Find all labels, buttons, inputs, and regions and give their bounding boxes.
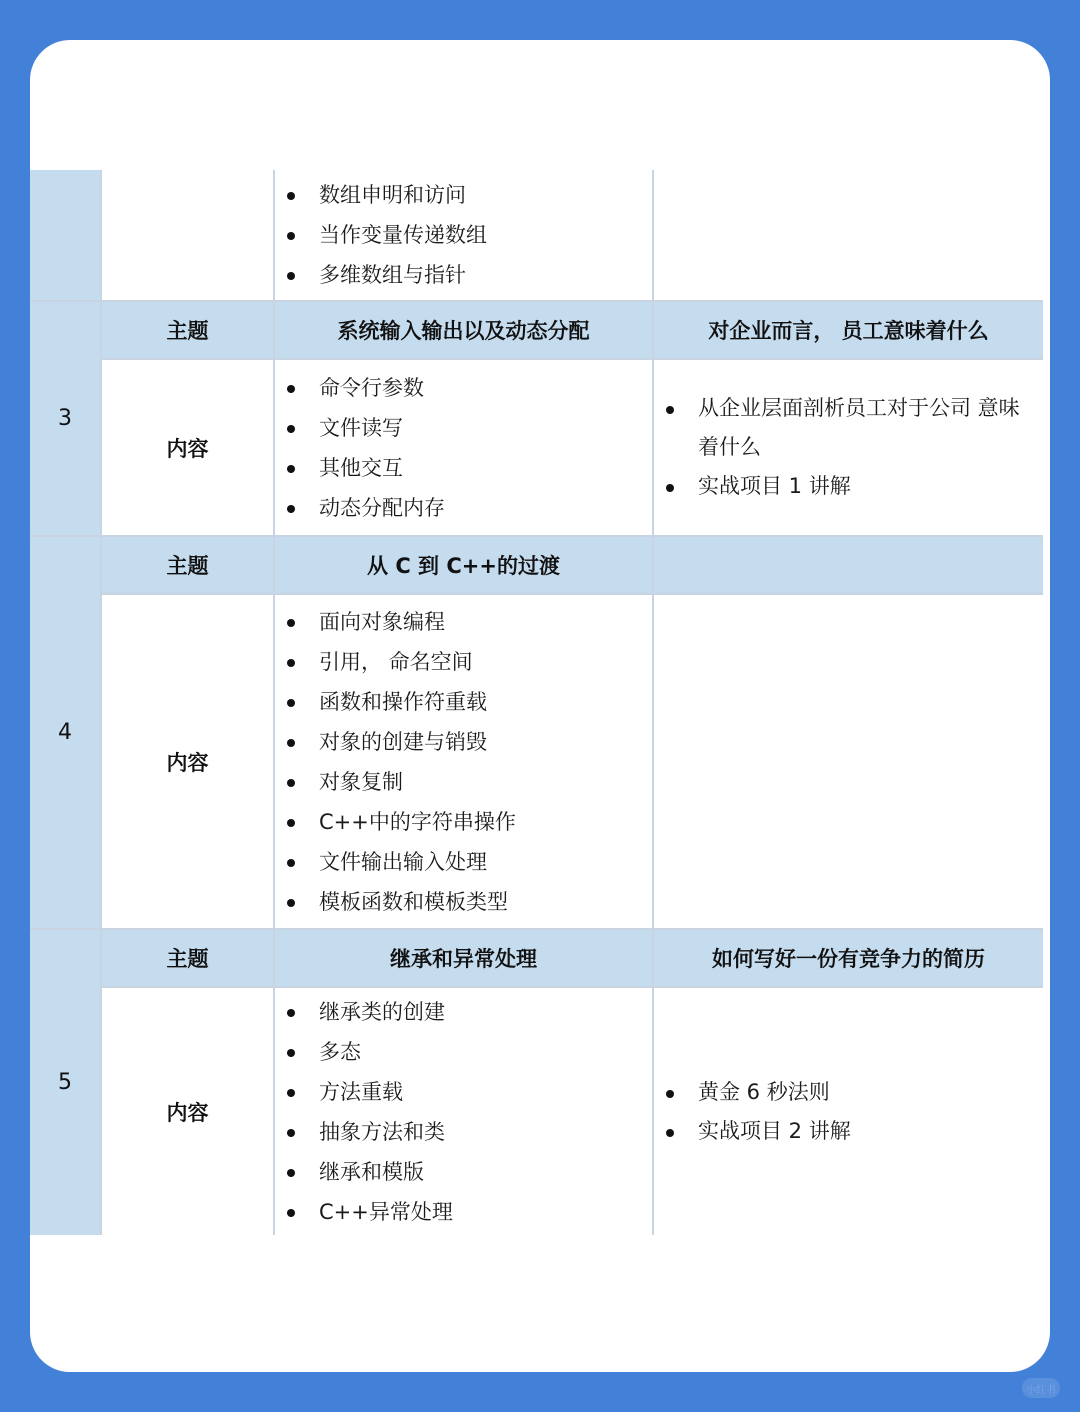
list-item: 继承和模版 bbox=[287, 1152, 453, 1192]
topic-right-title: 对企业而言， 员工意味着什么 bbox=[708, 319, 989, 343]
section-5 bbox=[30, 930, 1043, 1235]
list-item: 从企业层面剖析员工对于公司 意味着什么 bbox=[666, 389, 1023, 467]
content-label: 内容 bbox=[102, 988, 275, 1235]
topic-title: 继承和异常处理 bbox=[275, 930, 654, 986]
list-item: 模板函数和模板类型 bbox=[287, 882, 516, 922]
content-label: 内容 bbox=[102, 360, 275, 535]
label-cell bbox=[102, 170, 275, 300]
list-item: 命令行参数 bbox=[287, 368, 445, 408]
section-number-cell bbox=[30, 170, 102, 300]
list-item: 当作变量传递数组 bbox=[287, 215, 487, 255]
list-item: 对象的创建与销毁 bbox=[287, 722, 516, 762]
list-item: C++中的字符串操作 bbox=[287, 802, 516, 842]
section-3 bbox=[30, 302, 1043, 537]
section-number: 3 bbox=[30, 302, 102, 535]
section-continued bbox=[30, 170, 1043, 302]
list-item: 其他交互 bbox=[287, 448, 445, 488]
list-item: 动态分配内存 bbox=[287, 488, 445, 528]
topic-row bbox=[102, 537, 1043, 595]
list-item: 对象复制 bbox=[287, 762, 516, 802]
list-item: 函数和操作符重载 bbox=[287, 682, 516, 722]
list-item: 面向对象编程 bbox=[287, 602, 516, 642]
content-list bbox=[287, 175, 487, 295]
document-card bbox=[30, 40, 1050, 1372]
list-item: 黄金 6 秒法则 bbox=[666, 1073, 851, 1112]
section-4 bbox=[30, 537, 1043, 930]
list-item: 实战项目 2 讲解 bbox=[666, 1112, 851, 1151]
content-right-cell bbox=[654, 988, 1043, 1235]
content-row bbox=[102, 988, 1043, 1235]
topic-title: 系统输入输出以及动态分配 bbox=[275, 302, 654, 358]
content-cell bbox=[275, 360, 654, 535]
topic-label: 主题 bbox=[102, 930, 275, 986]
list-item: C++异常处理 bbox=[287, 1192, 453, 1232]
topic-label: 主题 bbox=[102, 537, 275, 593]
topic-row bbox=[102, 930, 1043, 988]
content-list bbox=[287, 368, 445, 528]
list-item: 实战项目 1 讲解 bbox=[666, 467, 1023, 506]
section-number: 4 bbox=[30, 537, 102, 928]
list-item: 文件读写 bbox=[287, 408, 445, 448]
list-item: 引用， 命名空间 bbox=[287, 642, 516, 682]
content-label: 内容 bbox=[102, 595, 275, 928]
topic-label: 主题 bbox=[102, 302, 275, 358]
content-cell bbox=[275, 170, 654, 300]
content-right-cell bbox=[654, 170, 1043, 300]
content-right-cell bbox=[654, 595, 1043, 928]
section-number: 5 bbox=[30, 930, 102, 1235]
topic-row bbox=[102, 302, 1043, 360]
content-list bbox=[287, 992, 453, 1232]
content-cell bbox=[275, 595, 654, 928]
list-item: 数组申明和访问 bbox=[287, 175, 487, 215]
content-cell bbox=[275, 988, 654, 1235]
watermark-logo: 小红书 bbox=[1022, 1378, 1060, 1398]
curriculum-table bbox=[30, 170, 1043, 1235]
content-row bbox=[102, 595, 1043, 928]
topic-right-title bbox=[654, 537, 1043, 593]
list-item: 多态 bbox=[287, 1032, 453, 1072]
list-item: 方法重载 bbox=[287, 1072, 453, 1112]
list-item: 文件输出输入处理 bbox=[287, 842, 516, 882]
list-item: 多维数组与指针 bbox=[287, 255, 487, 295]
content-row bbox=[102, 360, 1043, 535]
content-right-list bbox=[666, 389, 1023, 506]
content-right-list bbox=[666, 1073, 851, 1151]
list-item: 抽象方法和类 bbox=[287, 1112, 453, 1152]
topic-title: 从 C 到 C++的过渡 bbox=[275, 537, 654, 593]
list-item: 继承类的创建 bbox=[287, 992, 453, 1032]
topic-right-title: 如何写好一份有竞争力的简历 bbox=[712, 947, 985, 971]
content-list bbox=[287, 602, 516, 922]
content-right-cell bbox=[654, 360, 1043, 535]
